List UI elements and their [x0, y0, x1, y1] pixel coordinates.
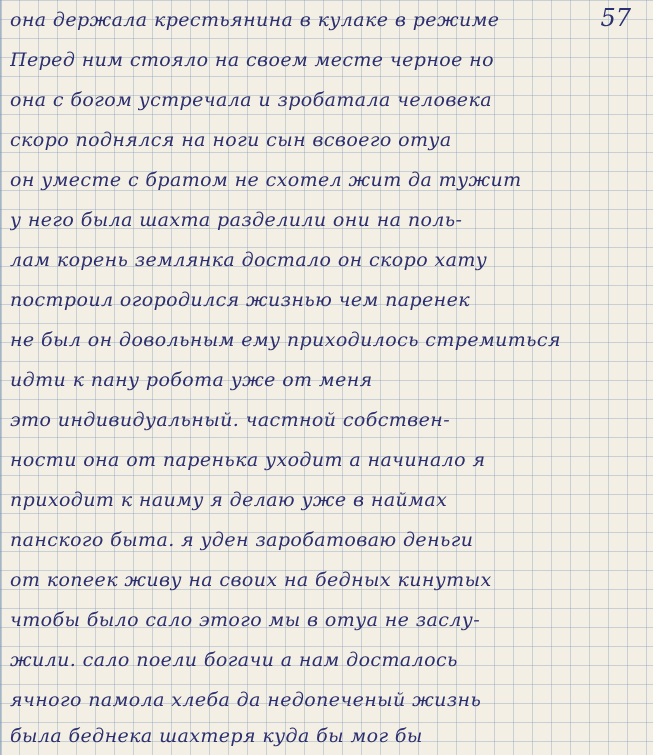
text-line: построил огородился жизнью чем паренек	[10, 289, 470, 311]
text-line: ячного памола хлеба да недопеченый жизнь	[10, 689, 482, 711]
page-number: 57	[600, 4, 631, 32]
margin-line	[0, 0, 2, 755]
text-line: чтобы было сало этого мы в отуа не заслу-	[10, 609, 481, 631]
text-line: у него была шахта разделили они на поль-	[10, 209, 463, 231]
text-line: не был он довольным ему приходилось стремиться	[10, 329, 561, 351]
text-line: лам корень землянка достало он скоро хату	[10, 249, 488, 271]
text-line: жили. сало поели богачи а нам досталось	[10, 649, 458, 671]
text-line: он уместе с братом не схотел жит да тужит	[10, 169, 522, 191]
text-line: скоро поднялся на ноги сын всвоего отуа	[10, 129, 452, 151]
text-line: идти к пану робота уже от меня	[10, 369, 373, 391]
text-line: от копеек живу на своих на бедных кинутых	[10, 569, 492, 591]
text-line: панского быта. я уден заробатоваю деньги	[10, 529, 474, 551]
text-line: это индивидуальный. частной собствен-	[10, 409, 451, 431]
text-line: она с богом устречала и зробатала человека	[10, 89, 492, 111]
text-line: Перед ним стояло на своем месте черное но	[10, 49, 494, 71]
text-line: была беднека шахтеря куда бы мог бы	[10, 725, 423, 747]
text-line: ности она от паренька уходит а начинало я	[10, 449, 486, 471]
text-line: приходит к наиму я делаю уже в наймах	[10, 489, 448, 511]
text-line: она держала крестьянина в кулаке в режиме	[10, 9, 500, 31]
